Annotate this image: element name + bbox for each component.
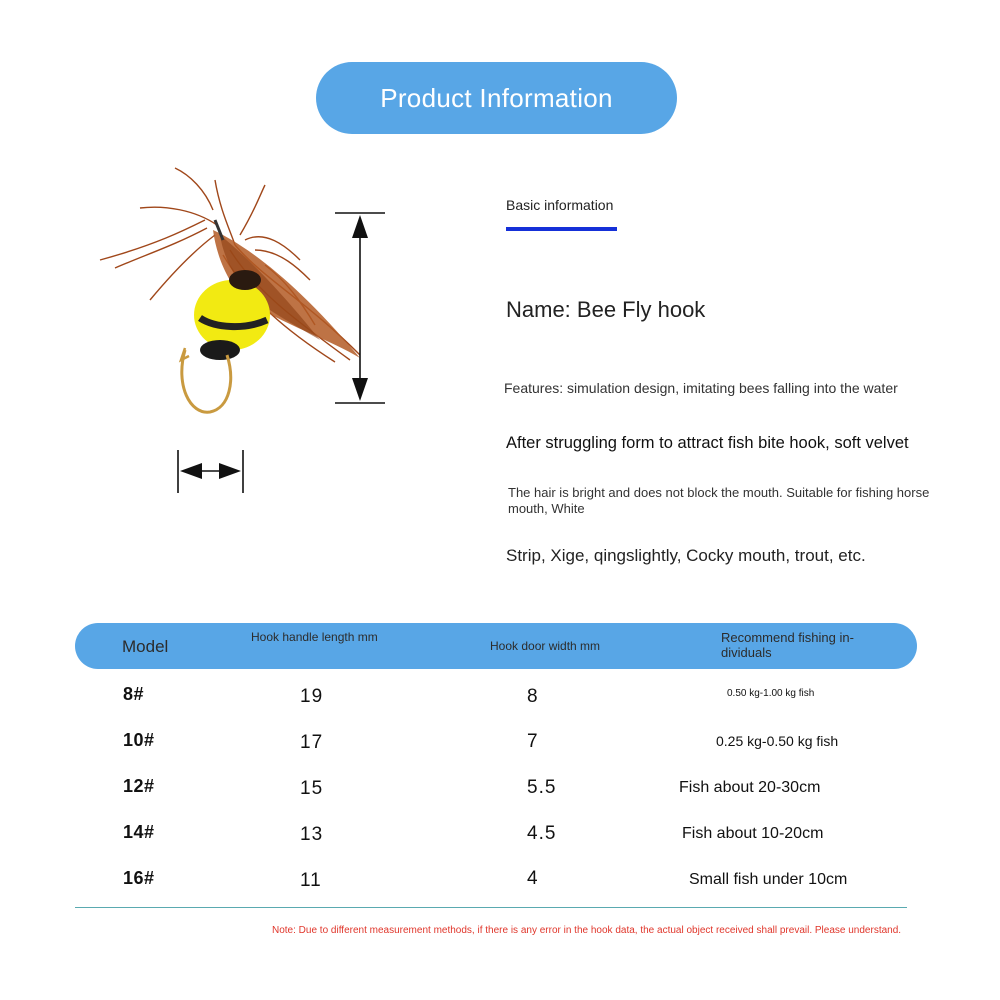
hair-text: The hair is bright and does not block the mouth. Suitable for fishing horse mouth, White	[508, 485, 930, 516]
yellow-body	[194, 280, 270, 350]
cell-recommend: 0.25 kg-0.50 kg fish	[716, 733, 839, 749]
heading-underline	[506, 227, 617, 231]
attract-text: After struggling form to attract fish bite hook, soft velvet	[506, 434, 909, 452]
product-image-panel	[95, 150, 415, 540]
cell-model: 10#	[123, 730, 155, 750]
table-row	[75, 772, 917, 818]
cell-door: 8	[527, 686, 539, 707]
cell-recommend: Small fish under 10cm	[689, 871, 848, 888]
cell-model: 14#	[123, 822, 155, 842]
cell-length: 13	[300, 824, 324, 845]
bee-fly-hook-illustration	[95, 150, 415, 540]
cell-door: 4	[527, 868, 539, 889]
basic-information-heading: Basic information	[506, 197, 614, 213]
cell-door: 5.5	[527, 777, 557, 798]
cell-model: 12#	[123, 776, 155, 796]
header-recommend: Recommend fishing in-dividuals	[721, 630, 854, 660]
target-fish-text: Strip, Xige, qingslightly, Cocky mouth, trout, etc.	[506, 546, 866, 565]
measurement-note: Note: Due to different measurement methods, if there is any error in the hook data, the actual object received shall prevail. Please understand.	[272, 925, 902, 936]
black-tail	[200, 340, 240, 360]
cell-length: 17	[300, 732, 324, 753]
cell-door: 7	[527, 731, 539, 752]
cell-model: 16#	[123, 868, 155, 888]
features-text: Features: simulation design, imitating bees falling into the water	[504, 380, 898, 396]
table-header	[75, 623, 917, 669]
table-row	[75, 726, 917, 772]
cell-recommend: 0.50 kg-1.00 kg fish	[727, 688, 815, 699]
product-name: Name: Bee Fly hook	[506, 297, 706, 322]
cell-model: 8#	[123, 684, 145, 704]
table-row	[75, 680, 917, 726]
header-model: Model	[122, 637, 169, 656]
cell-recommend: Fish about 20-30cm	[679, 779, 821, 796]
product-information-banner	[316, 62, 677, 134]
cell-door: 4.5	[527, 823, 557, 844]
cell-length: 19	[300, 686, 324, 707]
table-bottom-divider	[75, 907, 907, 908]
length-measure-arrow	[335, 213, 385, 403]
cell-length: 15	[300, 778, 324, 799]
cell-length: 11	[300, 870, 322, 891]
cell-recommend: Fish about 10-20cm	[682, 825, 824, 842]
table-row	[75, 864, 917, 910]
header-hook-length: Hook handle length mm	[251, 630, 378, 644]
table-row	[75, 818, 917, 864]
header-hook-door: Hook door width mm	[490, 639, 601, 653]
page-title: Product Information	[380, 82, 613, 113]
